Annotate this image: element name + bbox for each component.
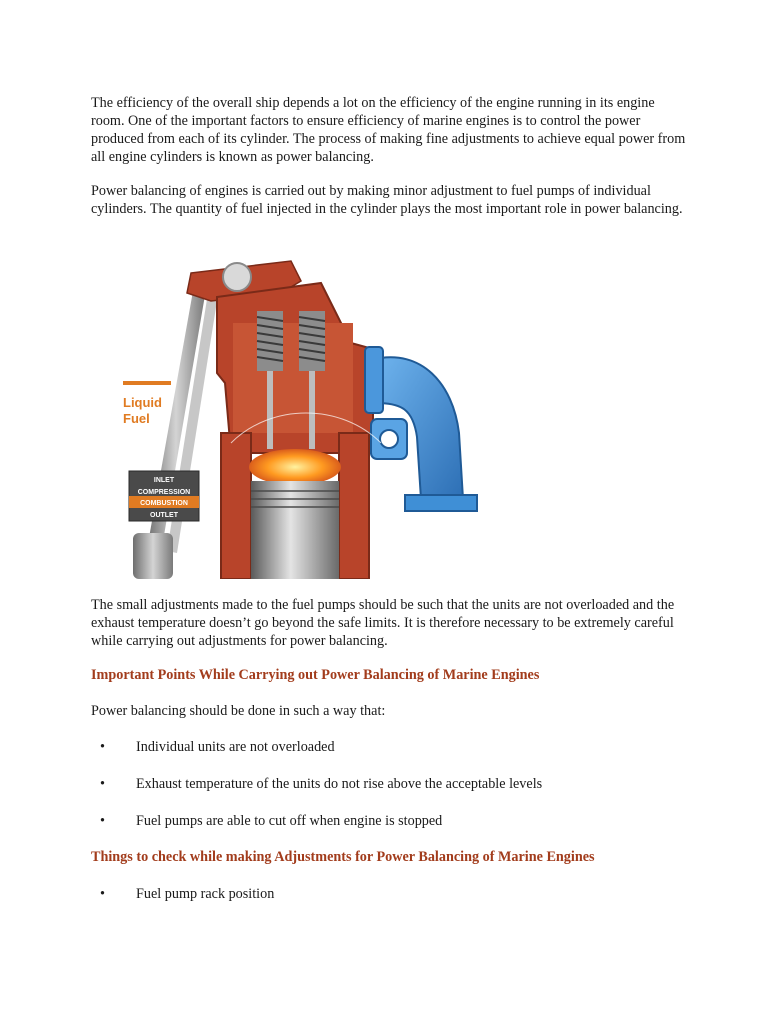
things-to-check-heading: Things to check while making Adjustments for Power Balancing of Marine Engines <box>91 849 595 865</box>
list-item-text: Fuel pump rack position <box>136 886 275 902</box>
bullet-icon: • <box>100 776 105 792</box>
list-item-text: Exhaust temperature of the units do not rise above the acceptable levels <box>136 776 543 792</box>
list-intro-paragraph: Power balancing should be done in such a way that: <box>91 703 386 719</box>
fuel-label-line1: Liquid <box>123 395 162 410</box>
intro-paragraph: The efficiency of the overall ship depends a lot on the efficiency of the engine running in its engine room. One of the important factors to ensure efficiency of marine engines is to control the power produced from each of its cylinder. The process of making fine adjustments to achieve equal power from all engine cylinders is known as power balancing. <box>91 95 686 165</box>
important-points-heading: Important Points While Carrying out Power Balancing of Marine Engines <box>91 667 540 683</box>
bullet-icon: • <box>100 886 105 902</box>
adjustment-paragraph: The small adjustments made to the fuel pumps should be such that the units are not overloaded and the exhaust temperature doesn’t go beyond the safe limits. It is therefore necessary to be extremely careful while carrying out adjustments for power balancing. <box>91 597 675 649</box>
fuel-label-line2: Fuel <box>123 411 150 426</box>
bullet-icon: • <box>100 739 105 755</box>
stroke-inlet: INLET <box>153 477 175 484</box>
combustion-flame <box>249 449 341 485</box>
stroke-compression: COMPRESSION <box>137 489 191 496</box>
stroke-combustion: COMBUSTION <box>140 500 188 507</box>
bullet-icon: • <box>100 813 105 829</box>
list-item-text: Fuel pumps are able to cut off when engine is stopped <box>136 813 443 829</box>
stroke-outlet: OUTLET <box>150 512 178 519</box>
list-item-text: Individual units are not overloaded <box>136 739 335 755</box>
power-balancing-paragraph: Power balancing of engines is carried out by making minor adjustment to fuel pumps of individual cylinders. The quantity of fuel injected in the cylinder plays the most important role in power balancing. <box>91 183 683 217</box>
stroke-cycle-legend <box>129 471 199 521</box>
engine-cylinder-illustration <box>121 253 491 579</box>
piston <box>251 481 339 579</box>
